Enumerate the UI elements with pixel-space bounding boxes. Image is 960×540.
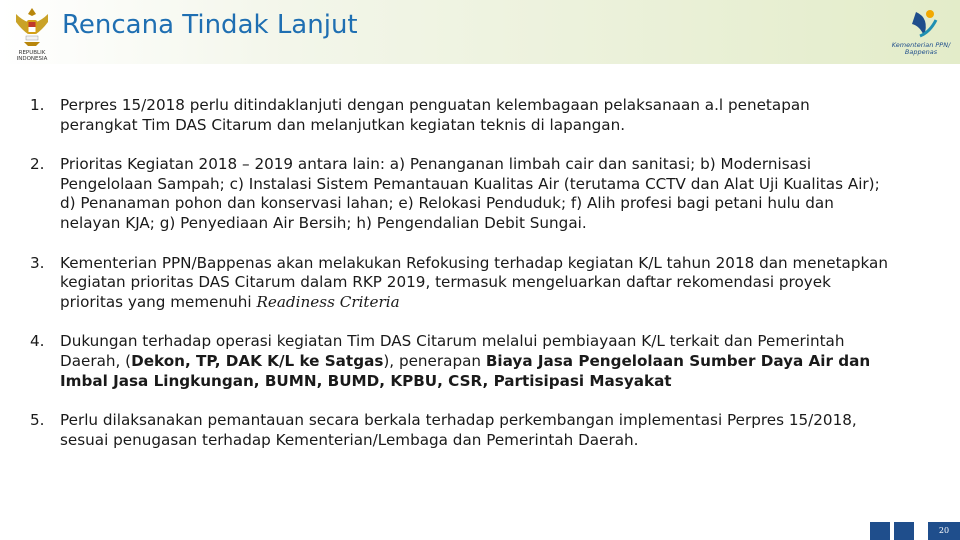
list-item [30, 254, 890, 313]
logo-caption: Kementerian PPN/ Bappenas [891, 41, 951, 56]
list-item [30, 332, 890, 391]
list-item [30, 411, 890, 450]
list-number: 4. [30, 332, 45, 351]
list-number: 2. [30, 155, 45, 174]
list-text: Perpres 15/2018 perlu ditindaklanjuti dengan penguatan kelembagaan pelaksanaan a.l penetapan perangkat Tim DAS Citarum dan melanjutkan kegiatan teknis di lapangan. [60, 96, 810, 134]
page-number: 20 [928, 522, 960, 540]
list-text-bold: Dekon, TP, DAK K/L ke Satgas [131, 351, 384, 370]
list-number: 5. [30, 411, 45, 430]
list-text: Prioritas Kegiatan 2018 – 2019 antara lain: a) Penanganan limbah cair dan sanitasi; b) Modernisasi Pengelolaan Sampah; c) Instalasi Sistem Pemantauan Kualitas Air (terutama CCTV dan Alat Uji Kualitas Air); d) Penanaman pohon dan konservasi lahan; e) Relokasi Penduduk; f) Alih profesi bagi petani hulu dan nelayan KJA; g) Penyediaan Air Bersih; h) Pengendalian Debit Sungai. [60, 155, 880, 232]
list-text-bold: Biaya Jasa Pengelolaan Sumber Daya Air dan Imbal Jasa Lingkungan, BUMN, BUMD, KPBU, CSR, Partisipasi Masyakat [60, 351, 871, 390]
emblem-caption: REPUBLIK INDONESIA [16, 50, 48, 62]
garuda-icon [12, 4, 52, 50]
footer-box [894, 522, 914, 540]
list-text: Kementerian PPN/Bappenas akan melakukan Refokusing terhadap kegiatan K/L tahun 2018 dan menetapkan kegiatan prioritas DAS Citarum dalam RKP 2019, termasuk mengeluarkan daftar rekomendasi proyek prioritas yang memenuhi [60, 253, 888, 311]
list-text: Perlu dilaksanakan pemantauan secara berkala terhadap perkembangan implementasi Perpres 15/2018, sesuai penugasan terhadap Kementerian/Lembaga dan Pemerintah Daerah. [60, 411, 857, 449]
bappenas-logo-icon [890, 6, 952, 42]
list-number: 3. [30, 253, 45, 272]
list-text: Dukungan terhadap operasi kegiatan Tim DAS Citarum melalui pembiayaan K/L terkait dan Pemerintah Daerah, ( [60, 332, 845, 370]
page-title: Rencana Tindak Lanjut [62, 10, 358, 40]
list-number: 1. [30, 96, 45, 114]
list-item [30, 155, 890, 233]
list-text: ), penerapan [383, 351, 486, 370]
footer-box [870, 522, 890, 540]
slide-header [0, 0, 960, 64]
list-text-italic: Readiness Criteria [256, 292, 400, 311]
action-list [30, 96, 890, 470]
list-item [30, 96, 890, 135]
garuda-emblem [12, 4, 52, 62]
